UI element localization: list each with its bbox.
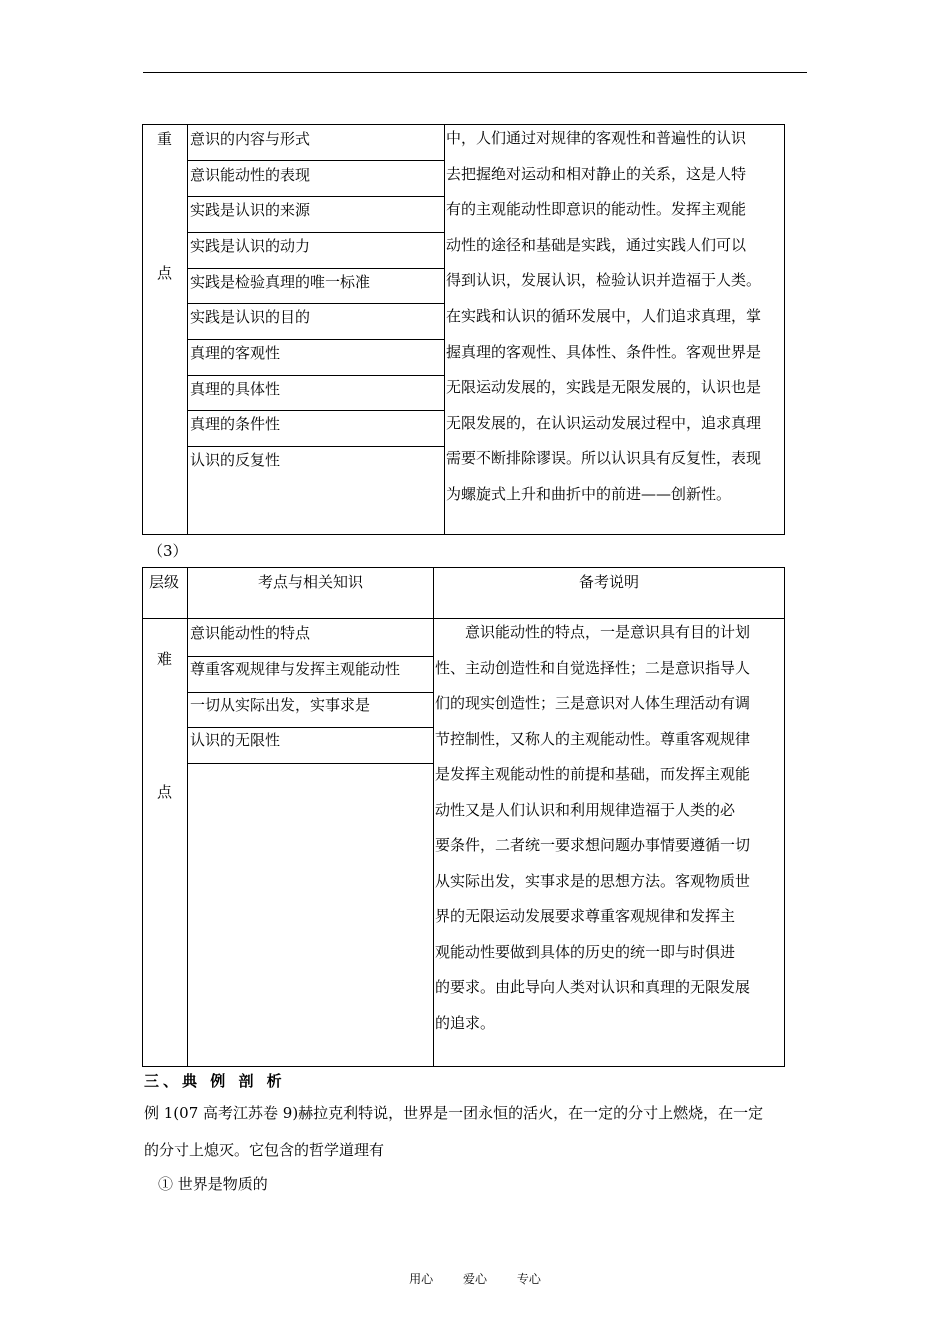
explanation-line: 无限发展的，在认识运动发展过程中，追求真理	[446, 413, 762, 432]
level-char: 重	[157, 130, 173, 148]
explanation-line: 需要不断排除谬误。所以认识具有反复性，表现	[446, 449, 762, 468]
explanation-line: 们的现实创造性；三是意识对人体生理活动有调	[435, 694, 751, 712]
column-divider	[187, 125, 188, 534]
level-char: 点	[157, 783, 173, 801]
row-divider	[187, 160, 445, 161]
explanation-text	[435, 615, 783, 1041]
explanation-line: 观能动性要做到具体的历史的统一即与时俱进	[435, 942, 736, 961]
row-divider	[187, 763, 434, 764]
explanation-line: 从实际出发，实事求是的思想方法。客观物质世	[435, 871, 751, 890]
explanation-line: 是发挥主观能动性的前提和基础，而发挥主观能	[435, 765, 751, 783]
difficult-point-item: 一切从实际出发，实事求是	[190, 696, 371, 714]
level-char: 难	[157, 650, 173, 668]
difficult-point-item: 认识的无限性	[190, 731, 281, 749]
key-point-item: 实践是检验真理的唯一标准	[190, 273, 371, 291]
explanation-line: 得到认识，发展认识，检验认识并造福于人类。	[446, 271, 762, 290]
explanation-line: 为螺旋式上升和曲折中的前进——创新性。	[446, 484, 732, 503]
section-title: 三、典 例 剖 析	[144, 1072, 286, 1090]
level-char: 点	[157, 264, 173, 282]
explanation-line: 的要求。由此导向人类对认识和真理的无限发展	[435, 978, 751, 996]
row-divider	[187, 303, 445, 304]
header-knowledge: 考点与相关知识	[257, 573, 363, 591]
explanation-line: 节控制性，又称人的主观能动性。尊重客观规律	[435, 729, 751, 748]
key-point-item: 实践是认识的动力	[190, 237, 311, 255]
explanation-line: 动性又是人们认识和利用规律造福于人类的必	[435, 800, 736, 819]
header-notes: 备考说明	[578, 573, 639, 591]
explanation-text	[446, 121, 784, 513]
row-divider	[187, 727, 434, 728]
footer-word: 爱心	[462, 1272, 487, 1286]
key-point-item: 认识的反复性	[190, 451, 281, 469]
explanation-line: 有的主观能动性即意识的能动性。发挥主观能	[446, 200, 747, 219]
row-divider	[187, 375, 445, 376]
row-divider	[187, 656, 434, 657]
explanation-line: 要条件，二者统一要求想问题办事情要遵循一切	[435, 836, 751, 854]
difficult-point-item: 尊重客观规律与发挥主观能动性	[190, 660, 401, 678]
key-point-item: 实践是认识的目的	[190, 308, 311, 326]
key-point-item: 真理的客观性	[190, 344, 281, 362]
example-question-line: 的分寸上熄灭。它包含的哲学道理有	[144, 1141, 385, 1159]
explanation-line: 在实践和认识的循环发展中，人们追求真理，掌	[446, 306, 762, 325]
footer-word: 专心	[516, 1272, 541, 1286]
key-point-item: 意识的内容与形式	[190, 130, 311, 148]
table-difficult-points	[142, 567, 785, 1067]
explanation-line: 中，人们通过对规律的客观性和普遍性的认识	[446, 129, 747, 147]
key-point-item: 实践是认识的来源	[190, 201, 311, 219]
row-divider	[187, 410, 445, 411]
table-key-points	[142, 124, 785, 535]
row-divider	[187, 268, 445, 269]
row-divider	[187, 232, 445, 233]
header-level: 层级	[149, 573, 180, 591]
key-point-item: 真理的具体性	[190, 380, 281, 398]
row-divider	[187, 196, 445, 197]
row-divider	[187, 446, 445, 447]
explanation-line: 界的无限运动发展要求尊重客观规律和发挥主	[435, 907, 736, 925]
key-point-item: 意识能动性的表现	[190, 166, 311, 184]
key-point-item: 真理的条件性	[190, 415, 281, 433]
explanation-line: 意识能动性的特点，一是意识具有目的计划	[435, 623, 751, 641]
explanation-line: 去把握绝对运动和相对静止的关系，这是人特	[446, 164, 747, 183]
row-divider	[187, 339, 445, 340]
column-divider	[433, 568, 434, 1066]
explanation-line: 握真理的客观性、具体性、条件性。客观世界是	[446, 342, 762, 361]
explanation-line: 的追求。	[435, 1013, 496, 1032]
column-divider	[444, 125, 445, 534]
example-option: ① 世界是物质的	[158, 1175, 268, 1193]
row-divider	[187, 692, 434, 693]
difficult-point-item: 意识能动性的特点	[190, 624, 311, 642]
page-footer	[0, 1270, 950, 1287]
column-divider	[187, 568, 188, 1066]
explanation-line: 性、主动创造性和自觉选择性；二是意识指导人	[435, 658, 751, 677]
explanation-line: 无限运动发展的，实践是无限发展的，认识也是	[446, 378, 762, 397]
footer-word: 用心	[409, 1272, 434, 1286]
explanation-line: 动性的途径和基础是实践，通过实践人们可以	[446, 235, 747, 254]
example-question-line: 例 1(07 高考江苏卷 9)赫拉克利特说，世界是一团永恒的活火，在一定的分寸上燃烧，在一定	[144, 1104, 764, 1122]
header-rule	[143, 72, 807, 73]
section-label: （3）	[148, 542, 188, 560]
